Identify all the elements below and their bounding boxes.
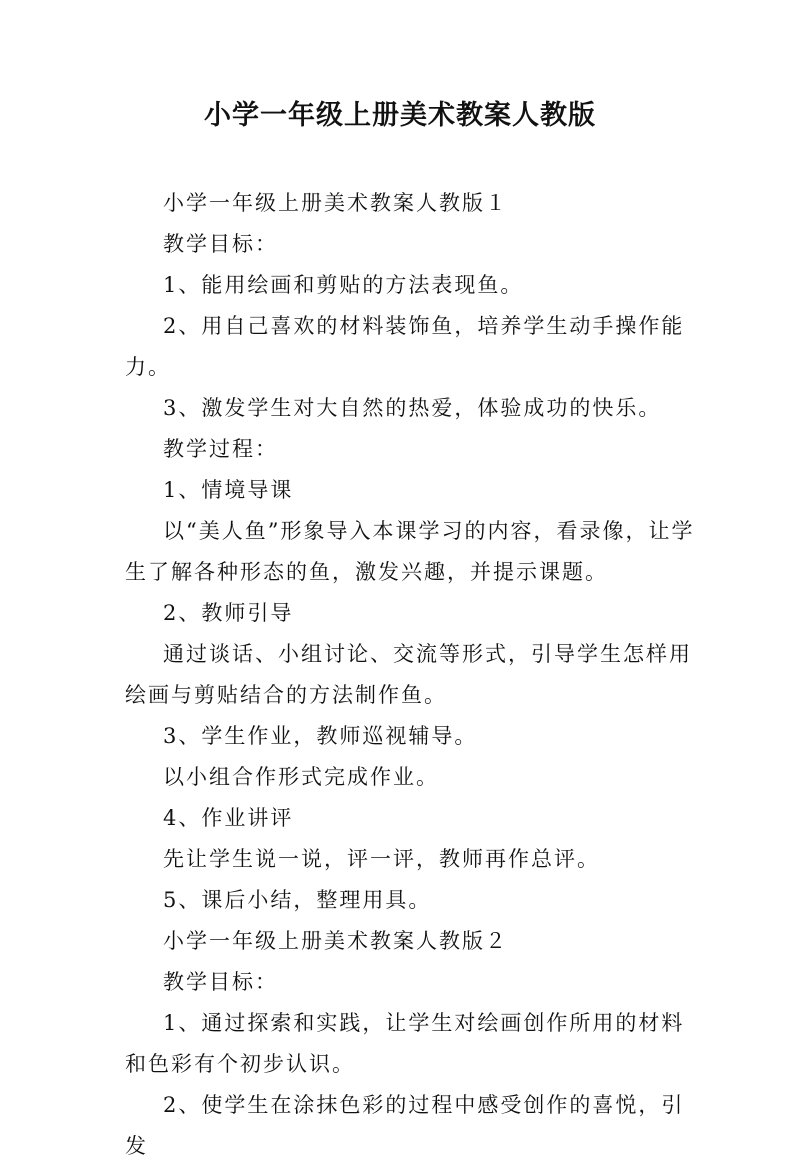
paragraph-step-4-body: 先让学生说一说，评一评，教师再作总评。	[163, 847, 600, 871]
document-body	[125, 183, 695, 1167]
paragraph-process-label: 教学过程：	[163, 437, 278, 461]
paragraph-objectives-label-1: 教学目标：	[163, 232, 278, 256]
paragraph-step-4-title: 4、作业讲评	[163, 806, 294, 830]
paragraph-objective-2: 2、用自己喜欢的材料装饰鱼，培养学生动手操作能力。	[125, 314, 685, 379]
paragraph-objective-2-1: 1、通过探索和实践，让学生对绘画创作所用的材料和色彩有个初步认识。	[125, 1011, 685, 1076]
paragraph-section-heading-1: 小学一年级上册美术教案人教版１	[163, 191, 508, 215]
paragraph-step-5-title: 5、课后小结，整理用具。	[163, 888, 432, 912]
paragraph-objective-1: 1、能用绘画和剪贴的方法表现鱼。	[163, 273, 524, 297]
paragraph-step-1-body: 以“美人鱼”形象导入本课学习的内容，看录像，让学生了解各种形态的鱼，激发兴趣，并提示课题。	[125, 519, 695, 584]
paragraph-step-2-body: 通过谈话、小组讨论、交流等形式，引导学生怎样用绘画与剪贴结合的方法制作鱼。	[125, 642, 692, 707]
paragraph-step-2-title: 2、教师引导	[163, 601, 294, 625]
paragraph-step-3-body: 以小组合作形式完成作业。	[163, 765, 439, 789]
document-title: 小学一年级上册美术教案人教版	[204, 100, 596, 131]
paragraph-section-heading-2: 小学一年级上册美术教案人教版２	[163, 929, 508, 953]
paragraph-objective-3: 3、激发学生对大自然的热爱，体验成功的快乐。	[163, 396, 662, 420]
paragraph-step-3-title: 3、学生作业，教师巡视辅导。	[163, 724, 478, 748]
paragraph-objective-2-2: 2、使学生在涂抹色彩的过程中感受创作的喜悦，引发	[125, 1093, 685, 1158]
paragraph-step-1-title: 1、情境导课	[163, 478, 294, 502]
paragraph-objectives-label-2: 教学目标：	[163, 970, 278, 994]
